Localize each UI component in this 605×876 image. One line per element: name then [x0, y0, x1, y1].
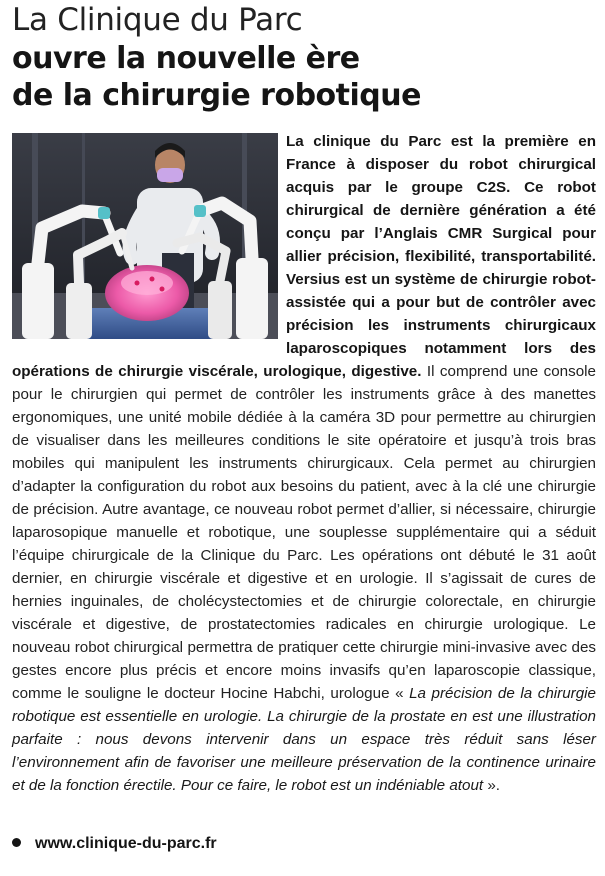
- article-quote-end: ».: [483, 777, 500, 794]
- headline: [12, 40, 421, 114]
- website-link[interactable]: [12, 832, 217, 856]
- article-quote: La précision de la chirurgie robotique est essentielle en urologie. La chirurgie de la prostate en est une illustration parfaite : nous devons intervenir dans un espace très réduit sans léser l’environnement afin de favoriser une meilleure préservation de la continence urinaire et de la fonction érectile. Pour ce faire, le robot est un indéniable atout: [12, 685, 596, 794]
- article-intro: La clinique du Parc est la première en France à disposer du robot chirurgical acquis par le groupe C2S. Ce robot chirurgical de dernière génération a été conçu par l’Anglais CMR Surgical pour allier précision, flexibilité, transportabilité. Versius est un système de chirurgie robot-assistée qui a pour but de contrôler avec précision les instruments chirurgicaux laparoscopiques notamment lors des opérations de chirurgie viscérale, urologique, digestive.: [12, 133, 596, 380]
- title-line-1: La Clinique du Parc: [12, 2, 303, 38]
- image-float-spacer: [12, 130, 286, 345]
- headline-line-1: ouvre la nouvelle ère: [12, 41, 360, 76]
- bullet-icon: [12, 838, 21, 847]
- website-url[interactable]: www.clinique-du-parc.fr: [35, 835, 217, 852]
- headline-line-2: de la chirurgie robotique: [12, 78, 421, 113]
- article-body: [12, 130, 596, 797]
- article-text: Il comprend une console pour le chirurgien qui permet de contrôler les instruments grâce à des manettes ergonomiques, une unité mobile dédiée à la caméra 3D pour permettre au chirurgien de visualiser dans les meilleures conditions le site opératoire et jusqu’à trois bras mobiles qui manipulent les instruments chirurgicaux. Cela permet au chirurgien d’adapter la configuration du robot aux besoins du patient, avec à la clé une chirurgie de précision. Autre avantage, ce nouveau robot permet d’allier, si nécessaire, chirurgie laparosopique manuelle et robotique, une souplesse supplémentaire qui a séduit l’équipe chirurgicale de la Clinique du Parc. Les opérations ont débuté le 31 août dernier, en chirurgie viscérale et digestive et en urologie. Il s’agissait de cures de hernies inguinales, de cholécystectomies et de chirurgie colorectale, en chirurgie viscérale et digestive, de prostatectomies radicales en chirurgie urologique. Le nouveau robot chirurgical permettra de pratiquer cette chirurgie mini-invasive avec des gestes encore plus précis et encore moins invasifs qu’en laparoscopie classique, comme le souligne le docteur Hocine Habchi, urologue «: [12, 363, 596, 702]
